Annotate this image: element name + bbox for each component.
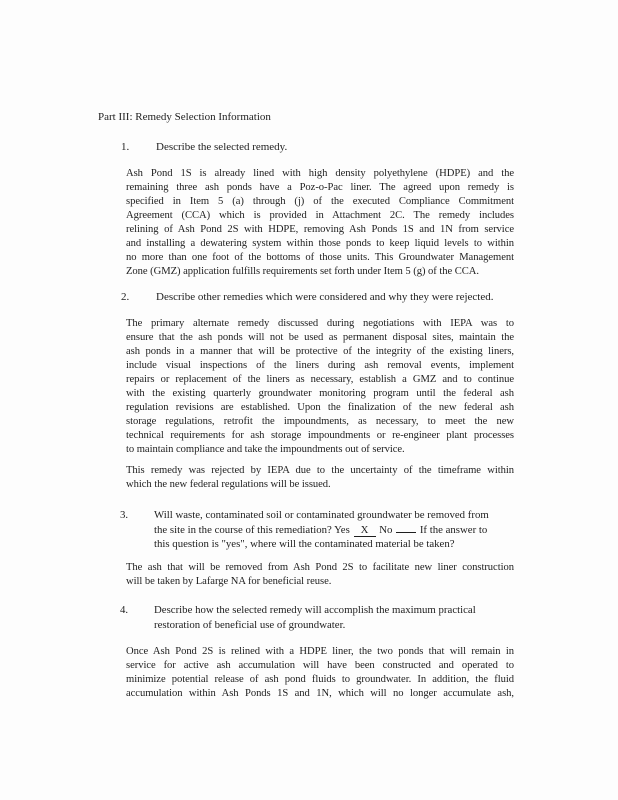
paragraph-line: specified in Item 5 (a) through (j) of the executed Compliance Commitment <box>126 196 514 208</box>
paragraph-line: service for active ash accumulation will have been constructed and operated to <box>126 660 514 672</box>
question-4-number: 4. <box>120 604 129 616</box>
question-3-line: If the answer to <box>419 523 488 536</box>
rejection-reason-paragraph <box>126 464 514 492</box>
paragraph-line: Zone (GMZ) application fulfills requirements set forth under Item 5 (g) of the CCA. <box>126 266 480 278</box>
paragraph-line: include visual inspections of the liners during ash removal events, implement <box>126 360 514 372</box>
question-3-line: Will waste, contaminated soil or contaminated groundwater be removed from <box>154 509 489 521</box>
paragraph-line: relining of Ash Pond 2S with HDPE, removing Ash Ponds 1S and 1N from service <box>126 224 514 236</box>
paragraph-line: which the new federal regulations will be issued. <box>126 479 331 491</box>
alternate-remedy-paragraph <box>126 317 514 457</box>
question-1-prompt: Describe the selected remedy. <box>156 141 288 153</box>
question-3-line: this question is "yes", where will the contaminated material be taken? <box>154 538 455 550</box>
paragraph-line: The ash that will be removed from Ash Pond 2S to facilitate new liner construction <box>126 562 514 573</box>
paragraph-line: Ash Pond 1S is already lined with high density polyethylene (HDPE) and the <box>126 168 514 179</box>
question-4-line: Describe how the selected remedy will accomplish the maximum practical <box>154 604 476 616</box>
paragraph-line: ensure that the ash ponds will not be used as permanent disposal sites, maintain the <box>126 332 514 344</box>
part-title: Part III: Remedy Selection Information <box>98 111 271 123</box>
paragraph-line: will be taken by Lafarge NA for beneficial reuse. <box>126 576 332 588</box>
question-1-number: 1. <box>121 141 130 153</box>
paragraph-line: Agreement (CCA) which is provided in Attachment 2C. The remedy includes <box>126 210 514 222</box>
paragraph-line: repairs or replacement of the liners as necessary, establish a GMZ and to continue <box>126 374 514 386</box>
paragraph-line: with the existing quarterly groundwater monitoring program until the federal ash <box>126 388 514 400</box>
paragraph-line: This remedy was rejected by IEPA due to the uncertainty of the timeframe within <box>126 465 514 476</box>
question-2-prompt: Describe other remedies which were considered and why they were rejected. <box>156 291 494 303</box>
paragraph-line: Once Ash Pond 2S is relined with a HDPE liner, the two ponds that will remain in <box>126 646 514 657</box>
no-label: No <box>379 523 393 536</box>
paragraph-line: and installing a dewatering system within those ponds to keep liquid levels to within <box>126 238 514 250</box>
yes-answer-blank: X <box>354 525 376 537</box>
no-answer-blank <box>396 532 416 533</box>
question-3-line: the site in the course of this remediation? Yes <box>154 523 350 536</box>
paragraph-line: technical requirements for ash storage impoundments or re-engineer plant processes <box>126 430 514 442</box>
paragraph-line: remaining three ash ponds have a Poz-o-Pac liner. The agreed upon remedy is <box>126 182 514 194</box>
ash-removal-paragraph <box>126 561 514 589</box>
paragraph-line: regulation revisions are established. Upon the finalization of the new federal ash <box>126 402 514 414</box>
selected-remedy-paragraph <box>126 167 514 279</box>
paragraph-line: no more than one foot of the bottoms of those units. This Groundwater Management <box>126 252 514 264</box>
paragraph-line: accumulation within Ash Ponds 1S and 1N, which will no longer accumulate ash, <box>126 688 514 700</box>
paragraph-line: minimize potential release of ash pond fluids to groundwater. In addition, the fluid <box>126 674 514 686</box>
paragraph-line: to maintain compliance and take the impoundments out of service. <box>126 444 405 456</box>
question-3-number: 3. <box>120 509 129 521</box>
question-4-line: restoration of beneficial use of groundwater. <box>154 618 346 631</box>
groundwater-restoration-paragraph <box>126 645 514 701</box>
paragraph-line: The primary alternate remedy discussed during negotiations with IEPA was to <box>126 318 514 329</box>
paragraph-line: ash ponds in a manner that will be protective of the integrity of the existing liners, <box>126 346 514 358</box>
question-2-number: 2. <box>121 291 130 303</box>
paragraph-line: storage regulations, retrofit the impoundments, as necessary, to meet the new <box>126 416 514 428</box>
